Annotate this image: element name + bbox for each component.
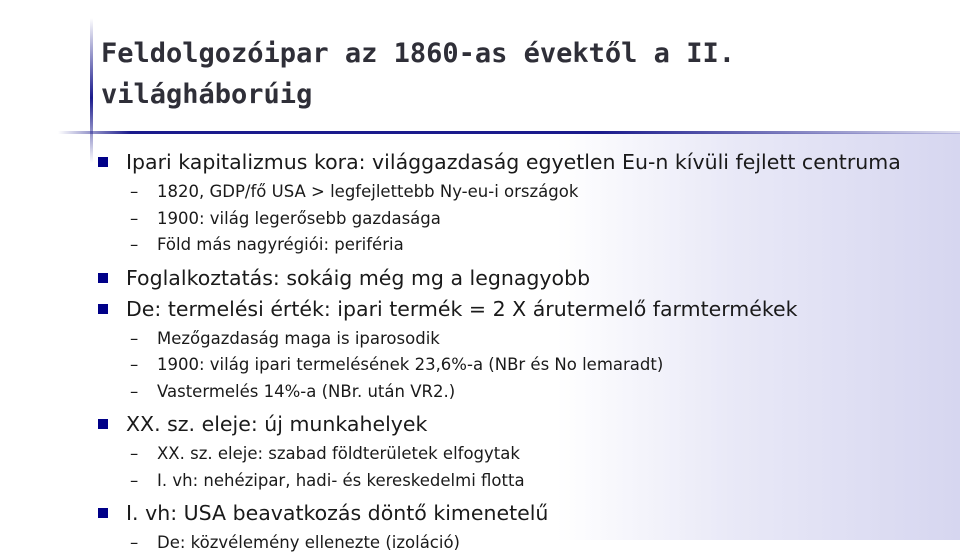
sub-bullet-item (130, 352, 930, 378)
sub-bullet-text: Vastermelés 14%-a (NBr. után VR2.) (157, 381, 456, 401)
bullet-square-icon (98, 304, 108, 314)
bullet-text: Foglalkoztatás: sokáig még mg a legnagyobb (126, 265, 591, 290)
sub-bullet-item (130, 530, 930, 556)
bullet-item (98, 498, 948, 528)
horizontal-accent-line (58, 131, 960, 134)
sub-bullet-dash: – (130, 533, 139, 552)
bullet-text: De: termelési érték: ipari termék = 2 X árutermelő farmtermékek (126, 296, 798, 321)
sub-bullet-item (130, 468, 930, 494)
slide-title-line-1: Feldolgozóipar az 1860-as évektől a II. (101, 38, 735, 69)
sub-bullet-item (130, 206, 930, 232)
sub-bullet-text: 1900: világ legerősebb gazdasága (157, 208, 441, 228)
sub-bullet-text: De: közvélemény ellenezte (izoláció) (157, 533, 460, 552)
sub-bullet-text: XX. sz. eleje: szabad földterületek elfogytak (157, 444, 520, 463)
sub-bullet-text: Mezőgazdaság maga is iparosodik (157, 328, 440, 348)
sub-bullet-text: I. vh: nehézipar, hadi- és kereskedelmi flotta (157, 470, 525, 490)
sub-bullet-dash: – (130, 381, 139, 401)
sub-bullet-item (130, 179, 930, 205)
bullet-item (98, 147, 948, 177)
sub-bullet-item (130, 326, 930, 352)
vertical-accent-line (90, 18, 93, 163)
sub-bullet-item (130, 379, 930, 405)
sub-bullet-dash: – (130, 235, 139, 254)
slide-title-line-2: világháborúig (101, 79, 313, 110)
slide-title (101, 33, 861, 115)
bullet-text: Ipari kapitalizmus kora: világgazdaság egyetlen Eu-n kívüli fejlett centruma (126, 150, 901, 174)
sub-bullet-dash: – (130, 470, 139, 490)
sub-bullet-text: Föld más nagyrégiói: periféria (157, 235, 404, 254)
bullet-text: I. vh: USA beavatkozás döntő kimenetelű (126, 501, 549, 525)
bullet-item (98, 409, 948, 439)
sub-bullet-item (130, 441, 930, 467)
bullet-text: XX. sz. eleje: új munkahelyek (126, 412, 428, 436)
bullet-square-icon (98, 419, 108, 429)
sub-bullet-dash: – (130, 208, 139, 228)
sub-bullet-dash: – (130, 355, 139, 374)
sub-bullet-dash: – (130, 444, 139, 463)
sub-bullet-text: 1820, GDP/fő USA > legfejlettebb Ny-eu-i országok (157, 182, 579, 201)
sub-bullet-dash: – (130, 328, 139, 348)
bullet-square-icon (98, 508, 108, 518)
bullet-square-icon (98, 273, 108, 283)
sub-bullet-item (130, 232, 930, 258)
bullet-item (98, 294, 948, 324)
sub-bullet-text: 1900: világ ipari termelésének 23,6%-a (NBr és No lemaradt) (157, 355, 664, 374)
bullet-item (98, 263, 948, 293)
bullet-square-icon (98, 157, 108, 167)
sub-bullet-dash: – (130, 182, 139, 201)
